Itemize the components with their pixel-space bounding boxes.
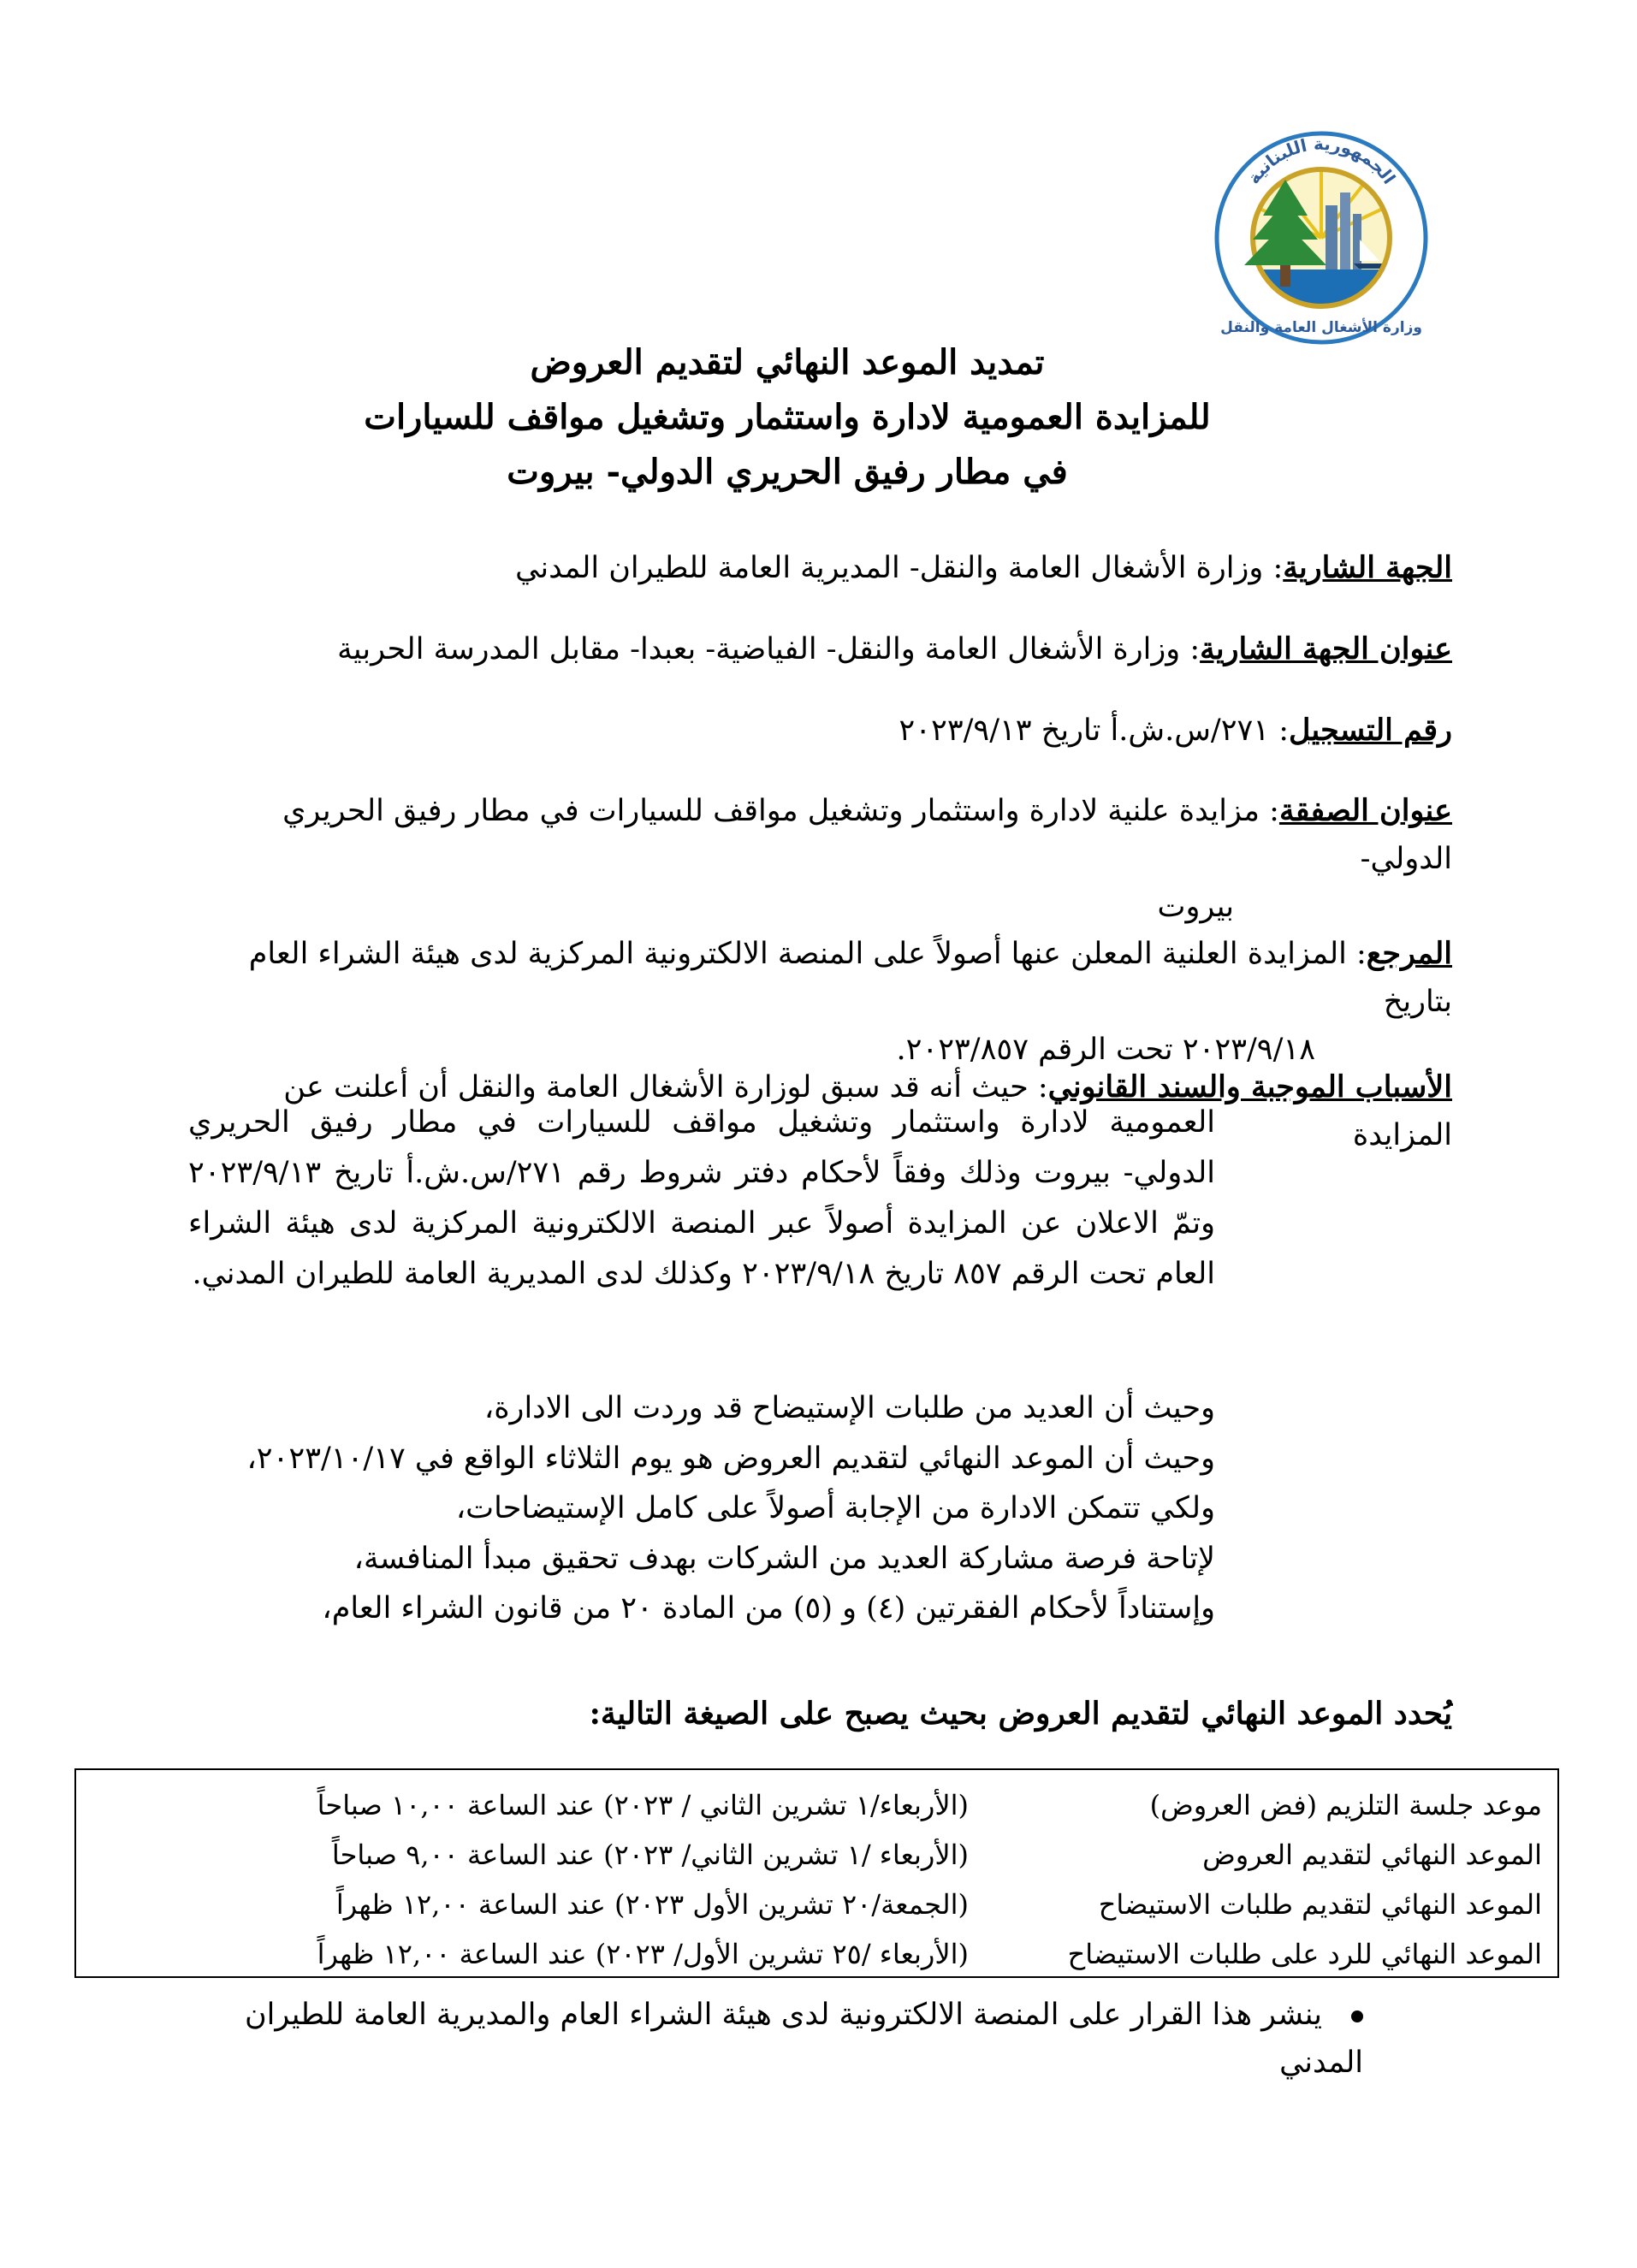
title-line-2: للمزايدة العمومية لادارة واستثمار وتشغيل مواقف للسيارات [364,397,1211,437]
table-row [76,1929,1557,1979]
legal-body: العمومية لادارة واستثمار وتشغيل مواقف للسيارات في مطار رفيق الحريري الدولي- بيروت وذلك وفقاً لأحكام دفتر شروط رقم ٢٧١/س.ش.أ تاريخ ٢٠٢٣/٩/١٣ وتمّ الاعلان عن المزايدة أصولاً عبر المنصة الالكترونية المركزية لدى هيئة الشراء العام تحت الرقم ٨٥٧ تاريخ ٢٠٢٣/٩/١٨ وكذلك لدى المديرية العامة للطيران المدني. [188,1105,1215,1291]
reason-item: وحيث أن الموعد النهائي لتقديم العروض هو يوم الثلاثاء الواقع في ٢٠٢٣/١٠/١٧، [246,1441,1215,1476]
reference-value-line2: ٢٠٢٣/٩/١٨ تحت الرقم ٢٠٢٣/٨٥٧. [896,1033,1315,1067]
bullet-icon [1351,2010,1363,2022]
schedule-value: (الأربعاء /٢٥ تشرين الأول/ ٢٠٢٣) عند الساعة ١٢,٠٠ ظهراً [317,1938,969,1970]
publication-note [165,1991,1363,2087]
legal-label: الأسباب الموجبة والسند القانوني [1047,1069,1452,1104]
schedule-value: (الأربعاء /١ تشرين الثاني/ ٢٠٢٣) عند الساعة ٩,٠٠ صباحاً [331,1839,969,1871]
field-reference [186,930,1452,1074]
address-value: : وزارة الأشغال العامة والنقل- الفياضية- بعبدا- مقابل المدرسة الحربية [337,632,1201,666]
legal-value-line1: : حيث أنه قد سبق لوزارة الأشغال العامة والنقل أن أعلنت عن المزايدة [283,1070,1452,1152]
reason-item: وإستناداً لأحكام الفقرتين (٤) و (٥) من المادة ٢٠ من قانون الشراء العام، [322,1591,1215,1625]
field-authority [194,544,1452,592]
reason-item: لإتاحة فرصة مشاركة العديد من الشركات بهدف تحقيق مبدأ المنافسة، [353,1541,1215,1576]
document-title [257,335,1318,500]
reason-item: ولكي تتمكن الادارة من الإجابة أصولاً على كامل الإستيضاحات، [455,1491,1215,1525]
schedule-label: الموعد النهائي لتقديم العروض [1202,1839,1542,1871]
schedule-label: الموعد النهائي لتقديم طلبات الاستيضاح [1098,1888,1542,1921]
reference-label: المرجع [1366,936,1452,971]
decision-heading: يُحدد الموعد النهائي لتقديم العروض بحيث يصبح على الصيغة التالية: [589,1696,1452,1732]
schedule-label: الموعد النهائي للرد على طلبات الاستيضاح [1067,1938,1542,1970]
field-registration [194,707,1452,755]
schedule-label: موعد جلسة التلزيم (فض العروض) [1149,1789,1542,1821]
schedule-value: (الجمعة/٢٠ تشرين الأول ٢٠٢٣) عند الساعة ١٢,٠٠ ظهراً [335,1888,969,1921]
ministry-logo [1184,120,1458,351]
reference-value-line1: : المزايدة العلنية المعلن عنها أصولاً على المنصة الالكترونية المركزية لدى هيئة الشراء العام بتاريخ [248,937,1452,1019]
field-deal [194,787,1452,931]
table-row [76,1830,1557,1880]
registration-value: : ٢٧١/س.ش.أ تاريخ ٢٠٢٣/٩/١٣ [899,714,1290,748]
reasons-list [188,1383,1215,1634]
table-row [76,1880,1557,1929]
title-line-1: تمديد الموعد النهائي لتقديم العروض [530,342,1045,382]
authority-value: : وزارة الأشغال العامة والنقل- المديرية العامة للطيران المدني [515,551,1284,585]
deal-value-line2: بيروت [1157,890,1234,924]
deal-label: عنوان الصفقة [1278,793,1452,828]
logo-bottom-text: وزارة الأشغال العامة والنقل [1220,319,1422,336]
title-line-3: في مطار رفيق الحريري الدولي- بيروت [507,452,1068,492]
authority-label: الجهة الشارية [1283,550,1452,585]
schedule-value: (الأربعاء/١ تشرين الثاني / ٢٠٢٣) عند الساعة ١٠,٠٠ صباحاً [317,1789,969,1821]
logo-top-text: الجمهورية اللبنانية [1243,133,1400,188]
registration-label: رقم التسجيل [1289,713,1452,748]
schedule-table [74,1768,1559,1978]
address-label: عنوان الجهة الشارية [1200,631,1452,666]
publication-note-text: ينشر هذا القرار على المنصة الالكترونية لدى هيئة الشراء العام والمديرية العامة للطيران المدني [244,1998,1363,2080]
deal-value-line1: : مزايدة علنية لادارة واستثمار وتشغيل مواقف للسيارات في مطار رفيق الحريري الدولي- [282,794,1452,876]
table-row [76,1780,1557,1830]
field-address [194,625,1452,673]
ministry-emblem-icon [1184,120,1458,351]
reason-item: وحيث أن العديد من طلبات الإستيضاح قد وردت الى الادارة، [483,1391,1215,1425]
